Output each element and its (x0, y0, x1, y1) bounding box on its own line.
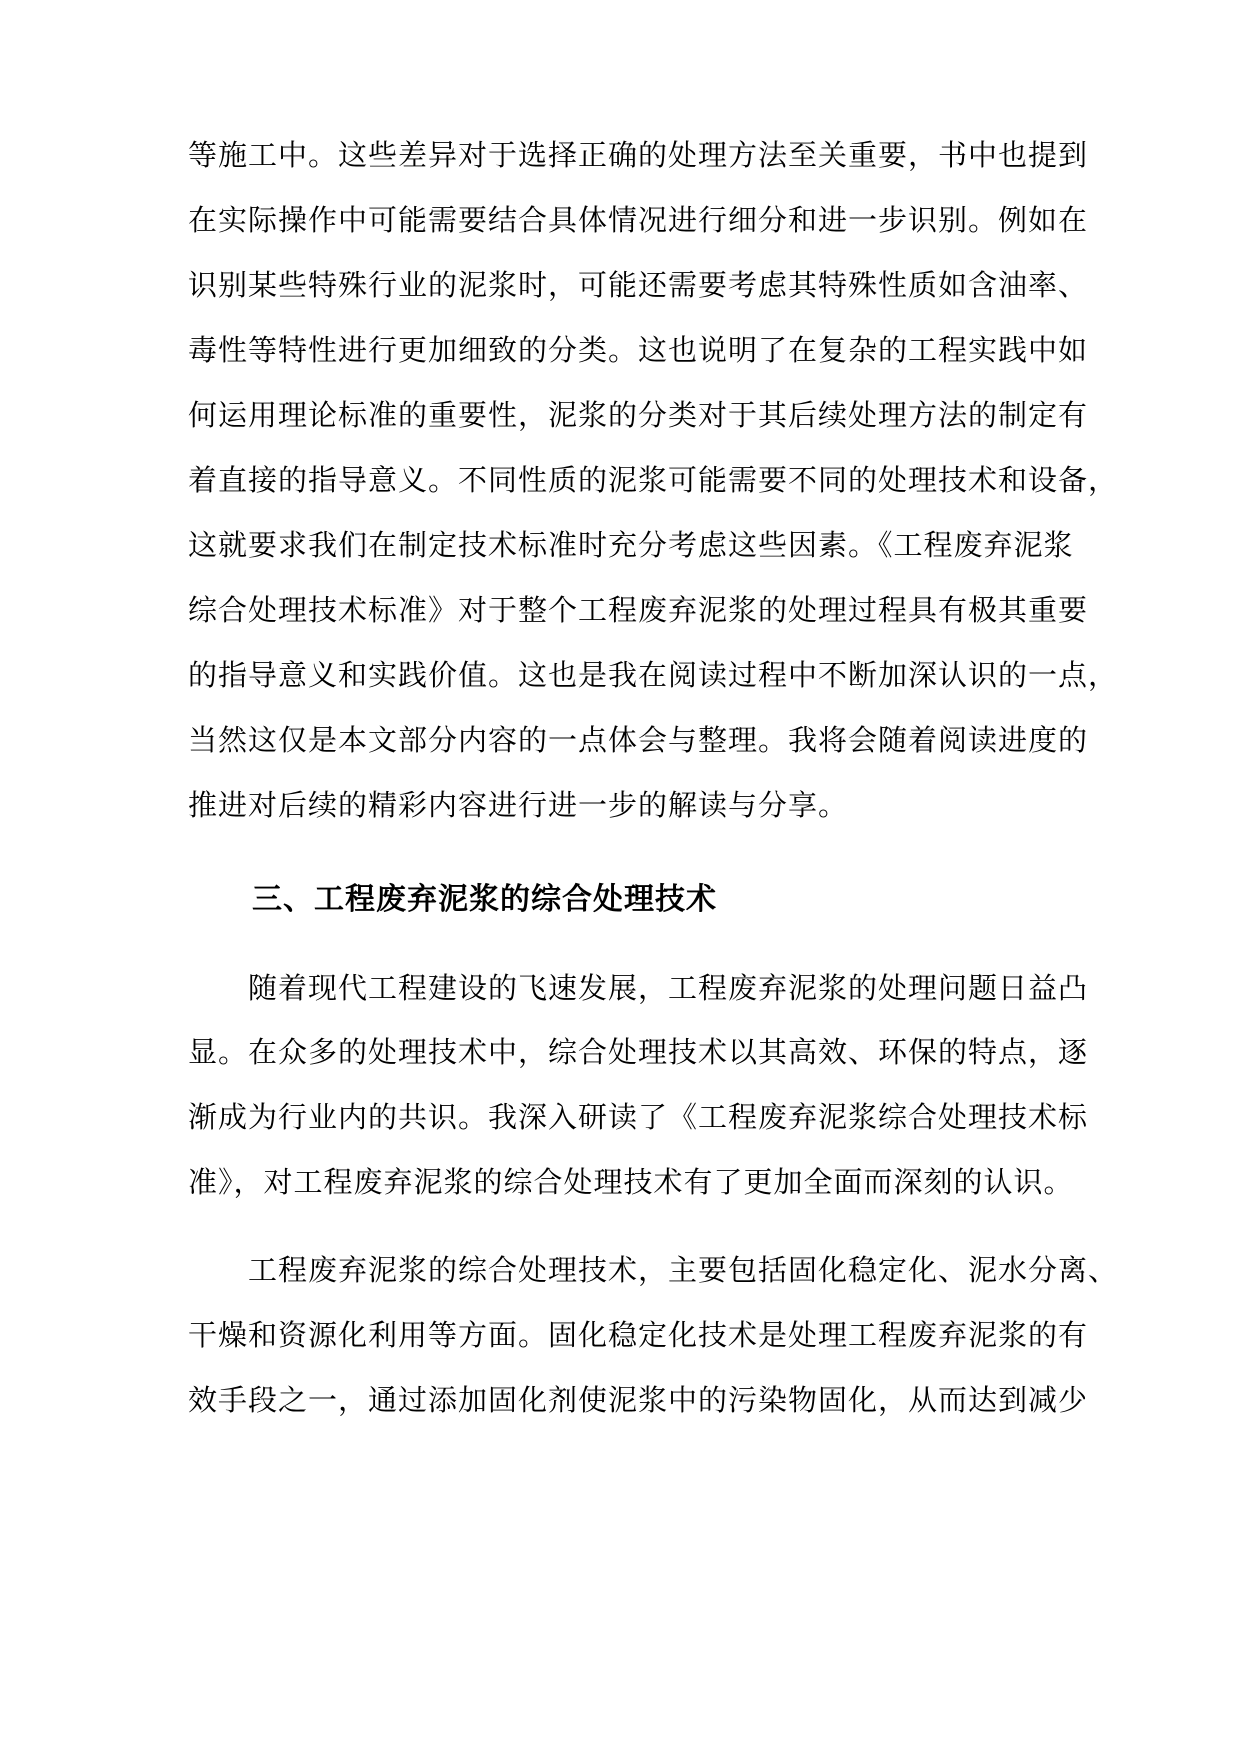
paragraph-1-line-7: 这就要求我们在制定技术标准时充分考虑这些因素。《工程废弃泥浆 (188, 528, 1074, 562)
paragraph-2-line-3: 渐成为行业内的共识。我深入研读了《工程废弃泥浆综合处理技术标 (188, 1100, 1089, 1134)
paragraph-2-line-1: 随着现代工程建设的飞速发展，工程废弃泥浆的处理问题日益凸 (248, 971, 1089, 1005)
paragraph-3-line-3: 效手段之一，通过添加固化剂使泥浆中的污染物固化，从而达到减少 (188, 1383, 1089, 1417)
paragraph-1-line-8: 综合处理技术标准》对于整个工程废弃泥浆的处理过程具有极其重要 (188, 593, 1089, 627)
paragraph-1-line-5: 何运用理论标准的重要性，泥浆的分类对于其后续处理方法的制定有 (188, 398, 1089, 432)
paragraph-1-line-3: 识别某些特殊行业的泥浆时，可能还需要考虑其特殊性质如含油率、 (188, 268, 1089, 302)
paragraph-1-line-9: 的指导意义和实践价值。这也是我在阅读过程中不断加深认识的一点， (188, 658, 1119, 692)
paragraph-3-line-2: 干燥和资源化利用等方面。固化稳定化技术是处理工程废弃泥浆的有 (188, 1318, 1089, 1352)
paragraph-1-line-6: 着直接的指导意义。不同性质的泥浆可能需要不同的处理技术和设备， (188, 463, 1119, 497)
paragraph-1-line-2: 在实际操作中可能需要结合具体情况进行细分和进一步识别。例如在 (188, 203, 1089, 237)
paragraph-1-line-4: 毒性等特性进行更加细致的分类。这也说明了在复杂的工程实践中如 (188, 333, 1089, 367)
paragraph-1-line-11: 推进对后续的精彩内容进行进一步的解读与分享。 (188, 788, 849, 822)
paragraph-1-line-10: 当然这仅是本文部分内容的一点体会与整理。我将会随着阅读进度的 (188, 723, 1089, 757)
paragraph-1-line-1: 等施工中。这些差异对于选择正确的处理方法至关重要，书中也提到 (188, 138, 1089, 172)
paragraph-2-line-2: 显。在众多的处理技术中，综合处理技术以其高效、环保的特点，逐 (188, 1035, 1089, 1069)
section-heading: 三、工程废弃泥浆的综合处理技术 (252, 882, 717, 917)
paragraph-2-line-4: 准》，对工程废弃泥浆的综合处理技术有了更加全面而深刻的认识。 (188, 1165, 1074, 1199)
paragraph-3-line-1: 工程废弃泥浆的综合处理技术，主要包括固化稳定化、泥水分离、 (248, 1253, 1119, 1287)
